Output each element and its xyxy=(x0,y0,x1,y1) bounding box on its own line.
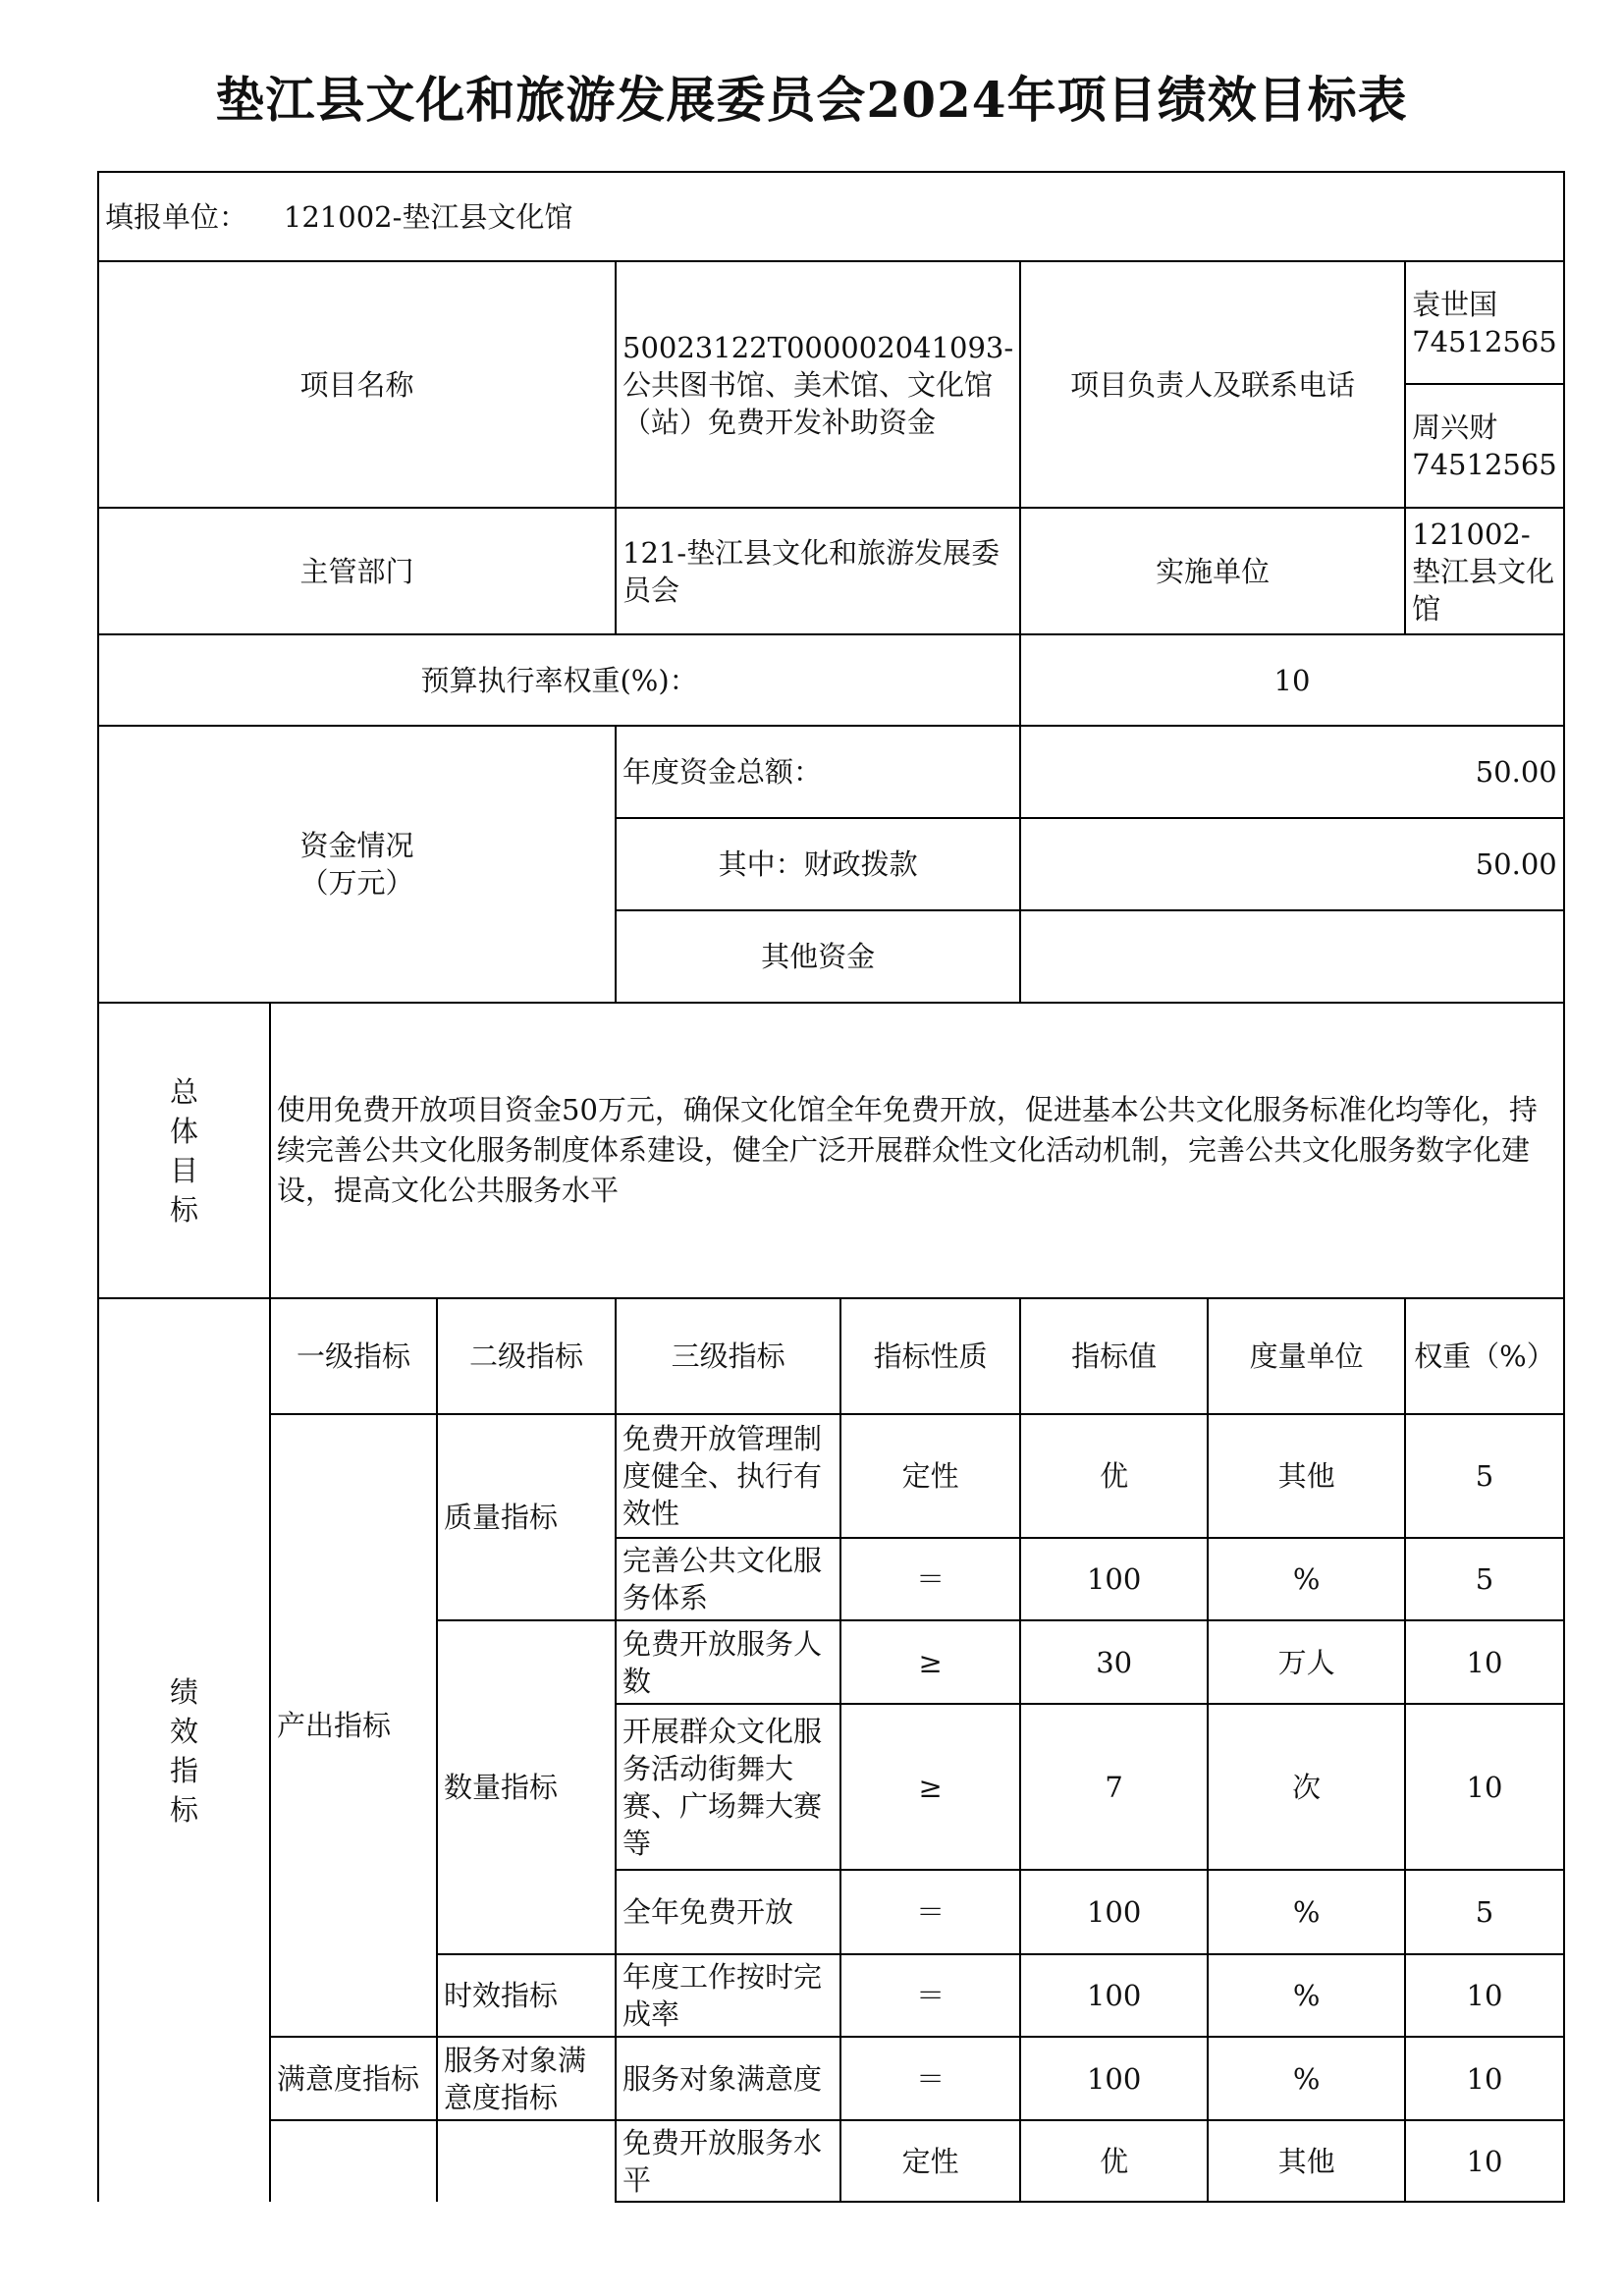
header-value: 指标值 xyxy=(1020,1298,1208,1414)
funds-label-line2: （万元） xyxy=(299,866,414,900)
funds-total-value: 50.00 xyxy=(1020,726,1564,818)
table-row-unit: % xyxy=(1208,1870,1405,1954)
table-row-name: 服务对象满意度 xyxy=(616,2037,840,2120)
level1-continuation xyxy=(270,2120,437,2202)
header-unit: 度量单位 xyxy=(1208,1298,1405,1414)
table-row-value: 优 xyxy=(1020,2120,1208,2202)
table-row-weight: 5 xyxy=(1405,1870,1564,1954)
table-row-unit: 其他 xyxy=(1208,2120,1405,2202)
level2-quality: 质量指标 xyxy=(437,1414,616,1620)
table-row-value: 100 xyxy=(1020,1538,1208,1620)
header-level3: 三级指标 xyxy=(616,1298,840,1414)
table-row-unit: 其他 xyxy=(1208,1414,1405,1538)
fill-unit-value: 121002-垫江县文化馆 xyxy=(283,199,573,234)
table-row-weight: 5 xyxy=(1405,1414,1564,1538)
table-row-value: 优 xyxy=(1020,1414,1208,1538)
performance-table xyxy=(97,171,1565,2203)
header-level2: 二级指标 xyxy=(437,1298,616,1414)
table-row-value: 100 xyxy=(1020,2037,1208,2120)
table-row-weight: 5 xyxy=(1405,1538,1564,1620)
table-row-value: 100 xyxy=(1020,1870,1208,1954)
funds-label xyxy=(98,726,616,1003)
funds-fiscal-value: 50.00 xyxy=(1020,818,1564,910)
funds-other-value xyxy=(1020,910,1564,1003)
table-row-unit: 次 xyxy=(1208,1704,1405,1870)
table-row-name: 年度工作按时完成率 xyxy=(616,1954,840,2037)
table-row-nature: ≥ xyxy=(840,1620,1020,1704)
table-row-weight: 10 xyxy=(1405,1704,1564,1870)
table-row-nature: ＝ xyxy=(840,1870,1020,1954)
header-nature: 指标性质 xyxy=(840,1298,1020,1414)
table-row-unit: 万人 xyxy=(1208,1620,1405,1704)
table-row-value: 30 xyxy=(1020,1620,1208,1704)
table-row-value: 7 xyxy=(1020,1704,1208,1870)
table-row-unit: % xyxy=(1208,1954,1405,2037)
funds-fiscal-label: 其中：财政拨款 xyxy=(616,818,1020,910)
table-row-name: 开展群众文化服务活动街舞大赛、广场舞大赛等 xyxy=(616,1704,840,1870)
table-row-name: 免费开放服务水平 xyxy=(616,2120,840,2202)
budget-rate-label: 预算执行率权重(%)： xyxy=(98,634,1020,726)
project-leader-label: 项目负责人及联系电话 xyxy=(1020,261,1405,508)
table-row-nature: ＝ xyxy=(840,1954,1020,2037)
table-row-name: 免费开放服务人数 xyxy=(616,1620,840,1704)
table-row-nature: 定性 xyxy=(840,1414,1020,1538)
fill-unit-row xyxy=(98,172,1564,261)
table-row-weight: 10 xyxy=(1405,1954,1564,2037)
level2-timeliness: 时效指标 xyxy=(437,1954,616,2037)
level2-service: 服务对象满意度指标 xyxy=(437,2037,616,2120)
table-row-weight: 10 xyxy=(1405,1620,1564,1704)
table-row-name: 免费开放管理制度健全、执行有效性 xyxy=(616,1414,840,1538)
level1-satisfaction: 满意度指标 xyxy=(270,2037,437,2120)
dept-label: 主管部门 xyxy=(98,508,616,634)
table-row-weight: 10 xyxy=(1405,2037,1564,2120)
level2-quantity: 数量指标 xyxy=(437,1620,616,1954)
table-row-unit: % xyxy=(1208,2037,1405,2120)
project-name-value: 50023122T000002041093-公共图书馆、美术馆、文化馆（站）免费开发补助资金 xyxy=(616,261,1020,508)
dept-value: 121-垫江县文化和旅游发展委员会 xyxy=(616,508,1020,634)
header-level1: 一级指标 xyxy=(270,1298,437,1414)
fill-unit-label: 填报单位： xyxy=(105,199,248,234)
goal-text: 使用免费开放项目资金50万元，确保文化馆全年免费开放，促进基本公共文化服务标准化均等化，持续完善公共文化服务制度体系建设，健全广泛开展群众性文化活动机制，完善公共文化服务数字化建设，提高文化公共服务水平 xyxy=(270,1003,1564,1298)
table-row-name: 全年免费开放 xyxy=(616,1870,840,1954)
budget-rate-value: 10 xyxy=(1020,634,1564,726)
funds-total-label: 年度资金总额： xyxy=(616,726,1020,818)
impl-unit-value: 121002-垫江县文化馆 xyxy=(1405,508,1564,634)
table-row-nature: ≥ xyxy=(840,1704,1020,1870)
project-leader-1: 袁世国74512565 xyxy=(1405,261,1564,384)
impl-unit-label: 实施单位 xyxy=(1020,508,1405,634)
indicators-label: 绩 效 指 标 xyxy=(98,1298,270,2202)
table-row-name: 完善公共文化服务体系 xyxy=(616,1538,840,1620)
table-row-value: 100 xyxy=(1020,1954,1208,2037)
funds-label-line1: 资金情况 xyxy=(299,829,414,862)
table-row-nature: ＝ xyxy=(840,1538,1020,1620)
project-name-label: 项目名称 xyxy=(98,261,616,508)
table-row-unit: % xyxy=(1208,1538,1405,1620)
table-row-nature: ＝ xyxy=(840,2037,1020,2120)
project-leader-2: 周兴财74512565 xyxy=(1405,384,1564,508)
table-row-weight: 10 xyxy=(1405,2120,1564,2202)
level2-continuation xyxy=(437,2120,616,2202)
header-weight: 权重（%） xyxy=(1405,1298,1564,1414)
funds-other-label: 其他资金 xyxy=(616,910,1020,1003)
level1-output: 产出指标 xyxy=(270,1414,437,2037)
table-row-nature: 定性 xyxy=(840,2120,1020,2202)
goal-label: 总 体 目 标 xyxy=(98,1003,270,1298)
page-title: 垫江县文化和旅游发展委员会2024年项目绩效目标表 xyxy=(215,71,1408,129)
